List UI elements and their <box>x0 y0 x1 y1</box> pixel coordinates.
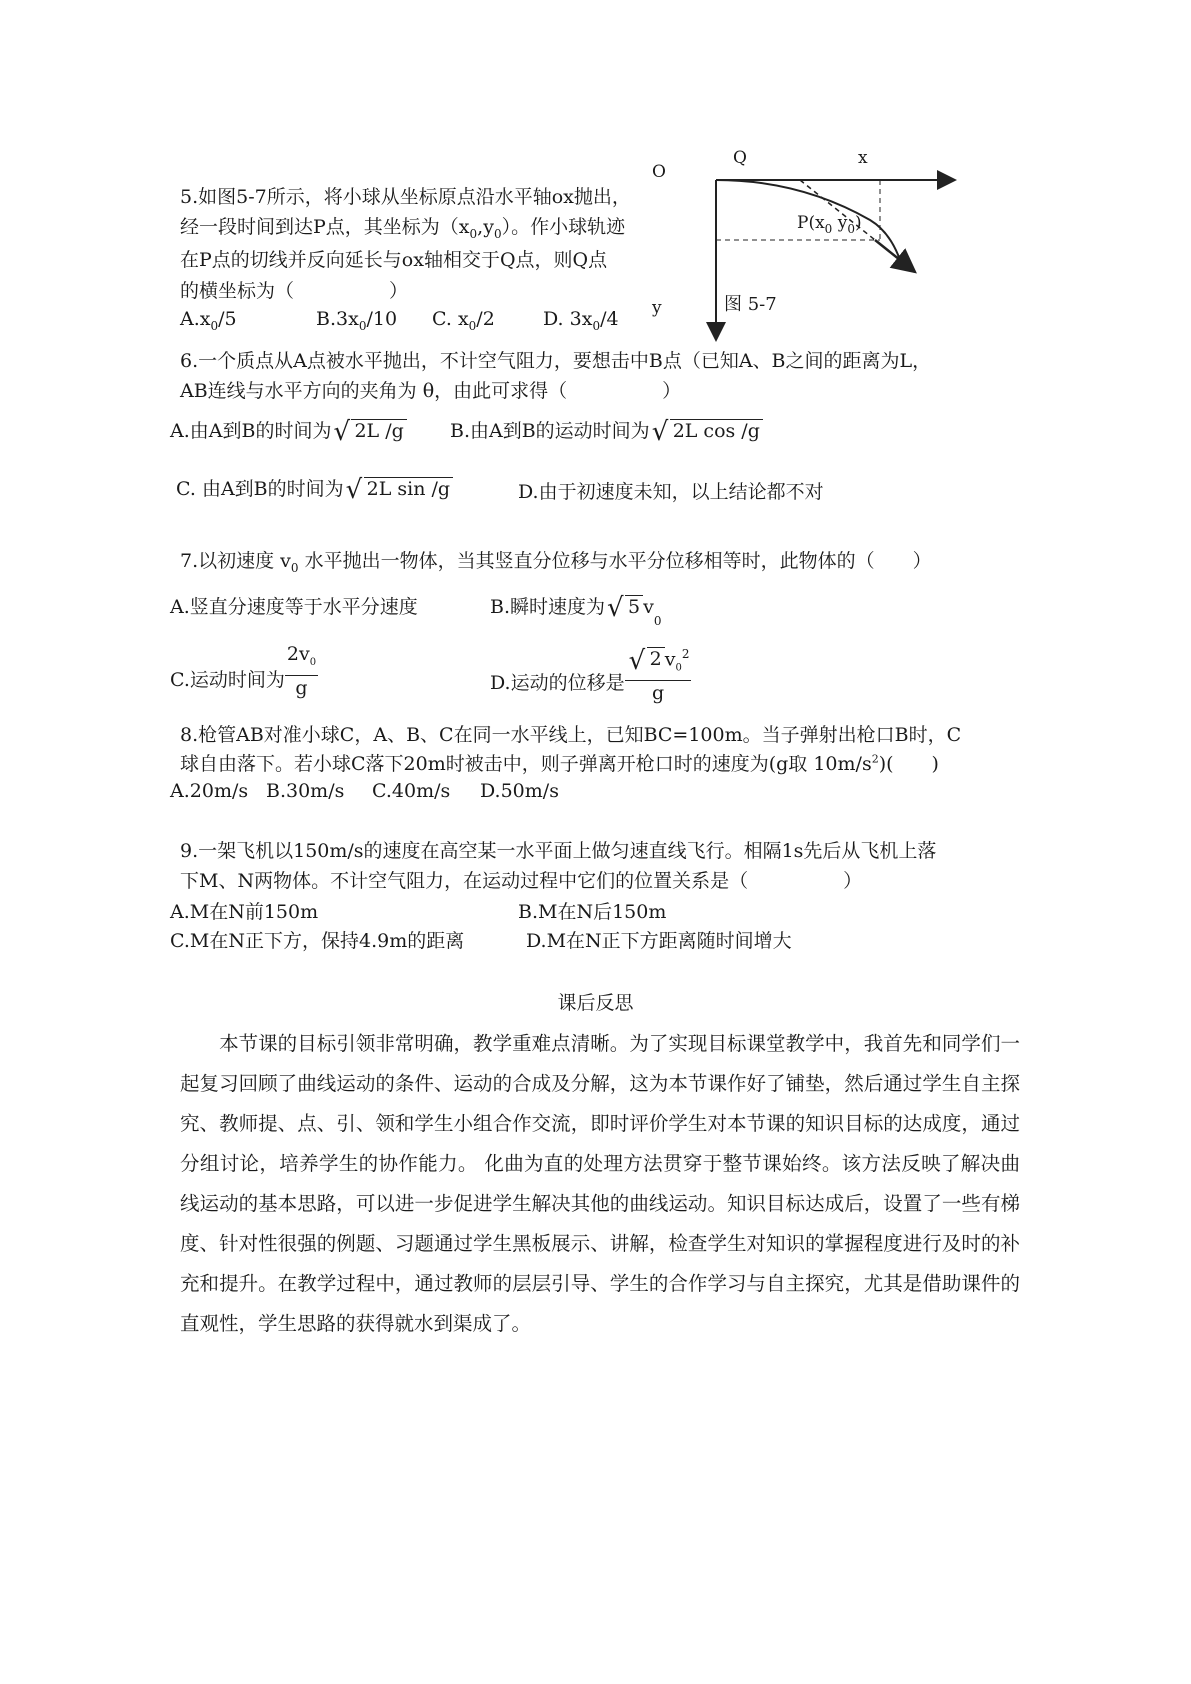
q5-line-2-sub1: 0 <box>469 227 478 241</box>
figure-y-label: y <box>652 298 662 318</box>
q7-line-1: 7.以初速度 $v_0$ 水平抛出一物体，当其竖直分位移与水平分位移相等时，此物体的（ ） <box>180 550 932 575</box>
q8-line-2: 球自由落下。若小球C落下20m时被击中，则子弹离开枪口时的速度为(g取 $10m/s^2$)( ) <box>180 752 939 775</box>
q6-line-1: 6.一个质点从A点被水平抛出，不计空气阻力，要想击中B点（已知A、B之间的距离为L， <box>180 350 932 372</box>
q9-line-1: 9.一架飞机以150m/s的速度在高空某一水平面上做匀速直线飞行。相隔1s先后从飞机上落 <box>180 840 937 862</box>
q7-option-b: B.瞬时速度为 √ 5 $v_0$ <box>490 593 662 628</box>
reflection-body: 本节课的目标引领非常明确，教学重难点清晰。为了实现目标课堂教学中，我首先和同学们一起复习回顾了曲线运动的条件、运动的合成及分解，这为本节课作好了铺垫，然后通过学生自主探究、教师提、点、引、领和学生小组合作交流，即时评价学生对本节课的知识目标的达成度，通过分组讨论，培养学生的协作能力。 化曲为直的处理方法贯穿于整节课始终。该方法反映了解决曲线运动的基本思路，可以进一步促进学生解决其他的曲线运动。知识目标达成后，设置了一些有梯度、针对性很强的例题、习题通过学生黑板展示、讲解，检查学生对知识的掌握程度进行及时的补充和提升。在教学过程中，通过教师的层层引导、学生的合作学习与自主探究，尤其是借助课件的直观性，学生思路的获得就水到渠成了。 <box>180 1032 1020 1335</box>
q6-option-a-radicand: 2L /g <box>351 419 406 442</box>
q5-line-2-pre: 经一段时间到达P点，其坐标为（x <box>180 216 470 238</box>
q8-option-a: A.20m/s <box>170 780 249 802</box>
q9-option-a: A.M在N前150m <box>170 901 319 923</box>
q5-line-2-sub2: 0 <box>493 227 502 241</box>
q7-option-c: C.运动时间为 $\frac{2v_0}{g}$ <box>170 643 317 699</box>
q5-line-1: 5.如图5-7所示，将小球从坐标原点沿水平轴ox抛出， <box>180 186 631 208</box>
q5-line-4: 的横坐标为（ ） <box>180 280 409 302</box>
q9-option-b: B.M在N后150m <box>518 901 667 923</box>
q5-option-c: C. $x_0/2$ <box>432 308 495 333</box>
figure-caption: 图 5-7 <box>724 294 777 315</box>
figure-x-label: x <box>858 148 868 168</box>
q5-option-b: $B.3x_0/10$ <box>316 308 398 333</box>
q7-option-a: A.竖直分速度等于水平分速度 <box>170 596 418 618</box>
q8-option-c: C.40m/s <box>372 780 451 802</box>
q6-option-b-radicand: 2L cos /g <box>670 419 763 442</box>
q9-option-c: C.M在N正下方，保持4.9m的距离 <box>170 930 465 952</box>
q7-option-b-radicand: 5 <box>625 595 643 618</box>
q8-option-d: D.50m/s <box>480 780 559 802</box>
q6-option-a: A.由A到B的时间为 √ 2L /g <box>170 416 407 443</box>
q6-option-c: C. 由A到B的时间为 √ 2L sin /g <box>176 474 453 501</box>
q5-line-2-post: ）。作小球轨迹 <box>501 216 626 238</box>
figure-origin-label: O <box>652 162 666 182</box>
figure-5-7 <box>690 160 970 350</box>
reflection-title: 课后反思 <box>557 992 634 1014</box>
q5-option-d: D. $3x_0/4$ <box>543 308 619 333</box>
q8-option-b: B.30m/s <box>266 780 345 802</box>
q9-option-d: D.M在N正下方距离随时间增大 <box>526 930 792 952</box>
q5-line-2-mid: ,y <box>477 216 494 238</box>
q5-option-a: $A.x_0/5$ <box>180 308 237 333</box>
q6-option-c-radicand: 2L sin /g <box>364 477 453 500</box>
q6-option-b: B.由A到B的运动时间为 √ 2L cos /g <box>450 416 763 443</box>
q6-line-2: AB连线与水平方向的夹角为 θ，由此可求得（ ） <box>180 380 682 402</box>
figure-q-label: Q <box>733 148 747 168</box>
q9-line-2: 下M、N两物体。不计空气阻力，在运动过程中它们的位置关系是（ ） <box>180 870 863 892</box>
q7-option-d: D.运动的位移是 √ 2 $v_0^2$ g <box>490 646 691 709</box>
velocity-arrow <box>875 240 915 272</box>
q5-line-2 <box>180 212 625 241</box>
q6-option-d: D.由于初速度未知，以上结论都不对 <box>518 481 824 503</box>
figure-p-label: $P(x_0$ $y_0$) <box>797 213 862 236</box>
q5-line-3: 在P点的切线并反向延长与ox轴相交于Q点，则Q点 <box>180 249 608 271</box>
q8-line-1: 8.枪管AB对准小球C，A、B、C在同一水平线上，已知BC=100m。当子弹射出枪口B时，C <box>180 724 962 746</box>
